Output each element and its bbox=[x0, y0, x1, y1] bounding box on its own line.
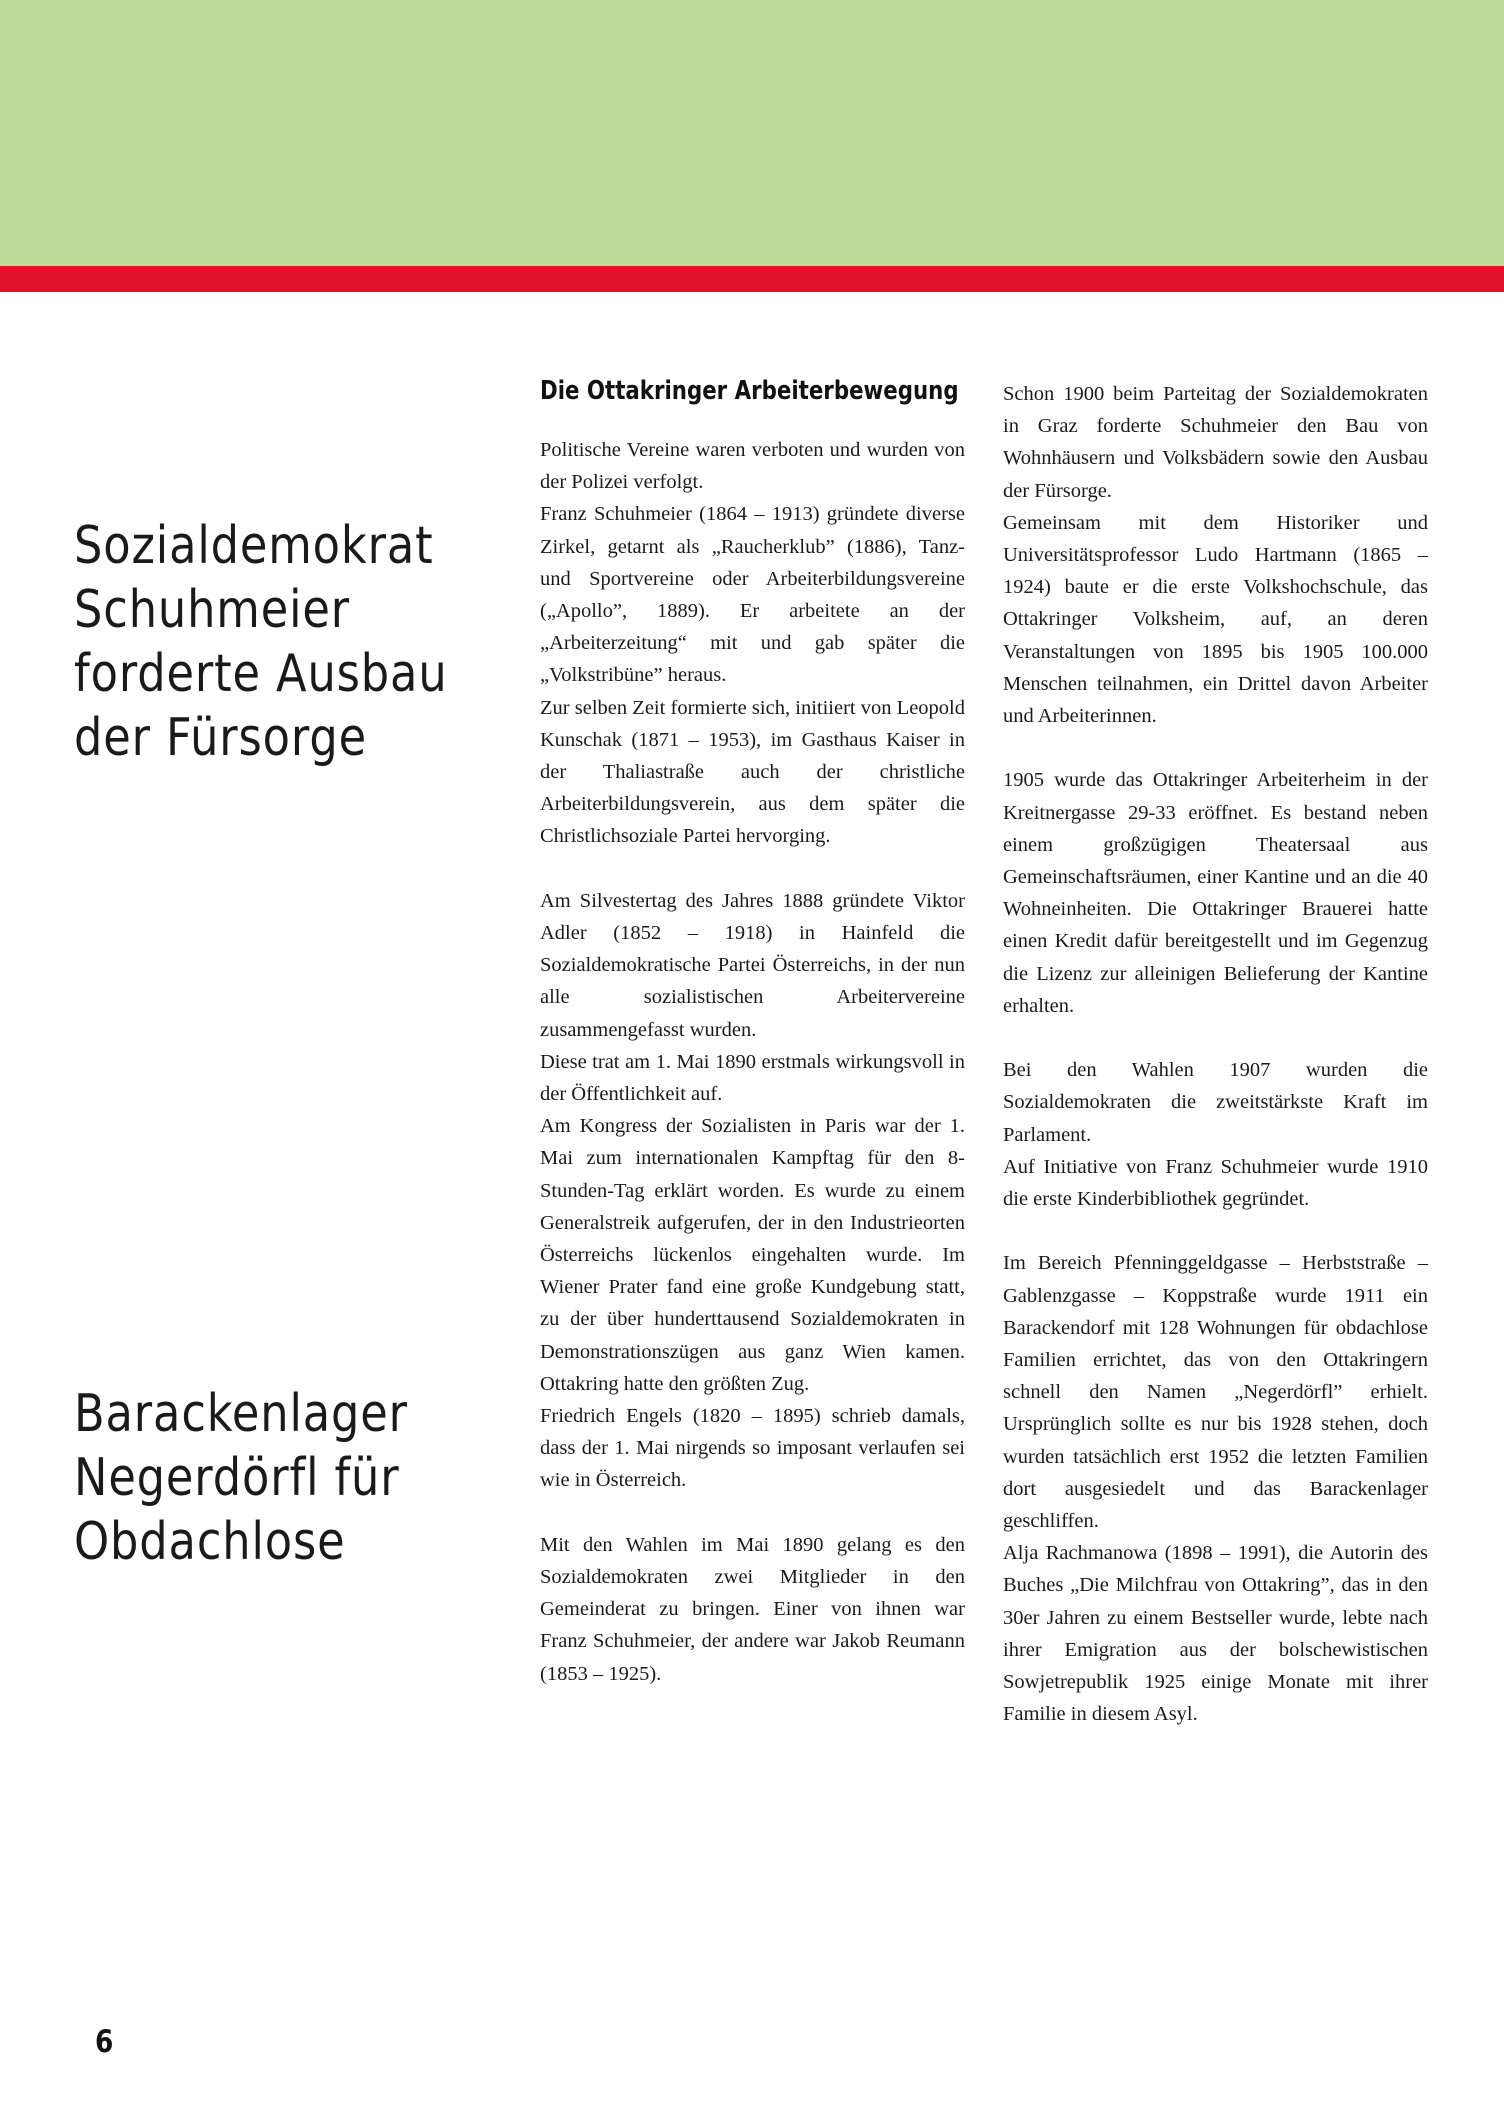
paragraph: Am Silvestertag des Jahres 1888 gründete Viktor Adler (1852 – 1918) in Hainfeld die Sozialdemokratische Partei Österreichs, in der nun alle sozialistischen Arbeitervereine zusammengefasst wurden. bbox=[540, 889, 965, 1041]
paragraph: Zur selben Zeit formierte sich, initiiert von Leopold Kunschak (1871 – 1953), im Gasthaus Kaiser in der Thaliastraße auch der christliche Arbeiterbildungsverein, aus dem später die Christlichsoziale Partei hervorging. bbox=[540, 696, 965, 848]
paragraph: Am Kongress der Sozialisten in Paris war der 1. Mai zum internationalen Kampftag für den 8-Stunden-Tag erklärt worden. Es wurde zu einem Generalstreik aufgerufen, der in den Industrieorten Österreichs lückenlos eingehalten wurde. Im Wiener Prater fand eine große Kundgebung statt, zu der über hunderttausend Sozialdemokraten in Demonstrationszügen aus ganz Wien kamen. Ottakring hatte den größten Zug. bbox=[540, 1115, 965, 1395]
text-column-right bbox=[1003, 378, 1428, 1730]
column-title: Die Ottakringer Arbeiterbewegung bbox=[540, 376, 959, 406]
side-heading-line: Obdachlose bbox=[74, 1512, 346, 1572]
paragraph: Diese trat am 1. Mai 1890 erstmals wirkungsvoll in der Öffentlichkeit auf. bbox=[540, 1050, 965, 1106]
paragraph: Schon 1900 beim Parteitag der Sozialdemokraten in Graz forderte Schuhmeier den Bau von Wohnhäusern und Volksbädern sowie den Ausbau der Fürsorge. bbox=[1003, 383, 1428, 502]
side-heading-barackenlager bbox=[74, 1382, 444, 1574]
paragraph: Franz Schuhmeier (1864 – 1913) gründete diverse Zirkel, getarnt als „Raucherklub” (1886), Tanz- und Sportvereine oder Arbeiterbildungsvereine („Apollo”, 1889). Er arbeitete an der „Arbeiterzeitung“ mit und gab später die „Volkstribüne” heraus. bbox=[540, 503, 965, 687]
paragraph: Auf Initiative von Franz Schuhmeier wurde 1910 die erste Kinderbibliothek gegründet. bbox=[1003, 1155, 1428, 1211]
side-heading-schuhmeier bbox=[74, 514, 448, 770]
side-heading-line: forderte Ausbau bbox=[74, 644, 448, 704]
accent-stripe bbox=[0, 266, 1504, 292]
paragraph: 1905 wurde das Ottakringer Arbeiterheim in der Kreitnergasse 29-33 eröffnet. Es bestand neben einem großzügigen Theatersaal aus Gemeinschaftsräumen, einer Kantine und an die 40 Wohneinheiten. Die Ottakringer Brauerei hatte einen Kredit dafür bereitgestellt und im Gegenzug die Lizenz zur alleinigen Belieferung der Kantine erhalten. bbox=[1003, 769, 1428, 1017]
paragraph: Friedrich Engels (1820 – 1895) schrieb damals, dass der 1. Mai nirgends so imposant verlaufen sei wie in Österreich. bbox=[540, 1405, 965, 1492]
page-number: 6 bbox=[95, 2024, 114, 2060]
paragraph: Gemeinsam mit dem Historiker und Universitätsprofessor Ludo Hartmann (1865 – 1924) baute er die erste Volkshochschule, das Ottakringer Volksheim, auf, an deren Veranstaltungen von 1895 bis 1905 100.000 Menschen teilnahmen, ein Drittel davon Arbeiter und Arbeiterinnen. bbox=[1003, 511, 1428, 728]
header-color-band bbox=[0, 0, 1504, 266]
paragraph: Politische Vereine waren verboten und wurden von der Polizei verfolgt. bbox=[540, 439, 965, 494]
side-heading-line: Barackenlager bbox=[74, 1384, 408, 1444]
side-heading-line: Negerdörfl für bbox=[74, 1448, 400, 1508]
paragraph: Alja Rachmanowa (1898 – 1991), die Autorin des Buches „Die Milchfrau von Ottakring”, das in den 30er Jahren zu einem Bestseller wurde, lebte nach ihrer Emigration aus der bolschewistischen Sowjetrepublik 1925 einige Monate mit ihrer Familie in diesem Asyl. bbox=[1003, 1542, 1428, 1726]
paragraph: Bei den Wahlen 1907 wurden die Sozialdemokraten die zweitstärkste Kraft im Parlament. bbox=[1003, 1059, 1428, 1146]
side-heading-line: der Fürsorge bbox=[74, 708, 367, 768]
side-heading-line: Schuhmeier bbox=[74, 580, 351, 640]
paragraph: Mit den Wahlen im Mai 1890 gelang es den Sozialdemokraten zwei Mitglieder in den Gemeinderat zu bringen. Einer von ihnen war Franz Schuhmeier, der andere war Jakob Reumann (1853 – 1925). bbox=[540, 1533, 965, 1685]
side-heading-line: Sozialdemokrat bbox=[74, 516, 434, 576]
text-column-left bbox=[540, 374, 965, 1690]
paragraph: Im Bereich Pfenninggeldgasse – Herbststraße – Gablenzgasse – Koppstraße wurde 1911 ein Barackendorf mit 128 Wohnungen für obdachlose Familien errichtet, das von den Ottakringern schnell den Namen „Negerdörfl” erhielt. Ursprünglich sollte es nur bis 1928 stehen, doch wurden tatsächlich erst 1952 die letzten Familien dort ausgesiedelt und das Barackenlager geschliffen. bbox=[1003, 1252, 1428, 1533]
